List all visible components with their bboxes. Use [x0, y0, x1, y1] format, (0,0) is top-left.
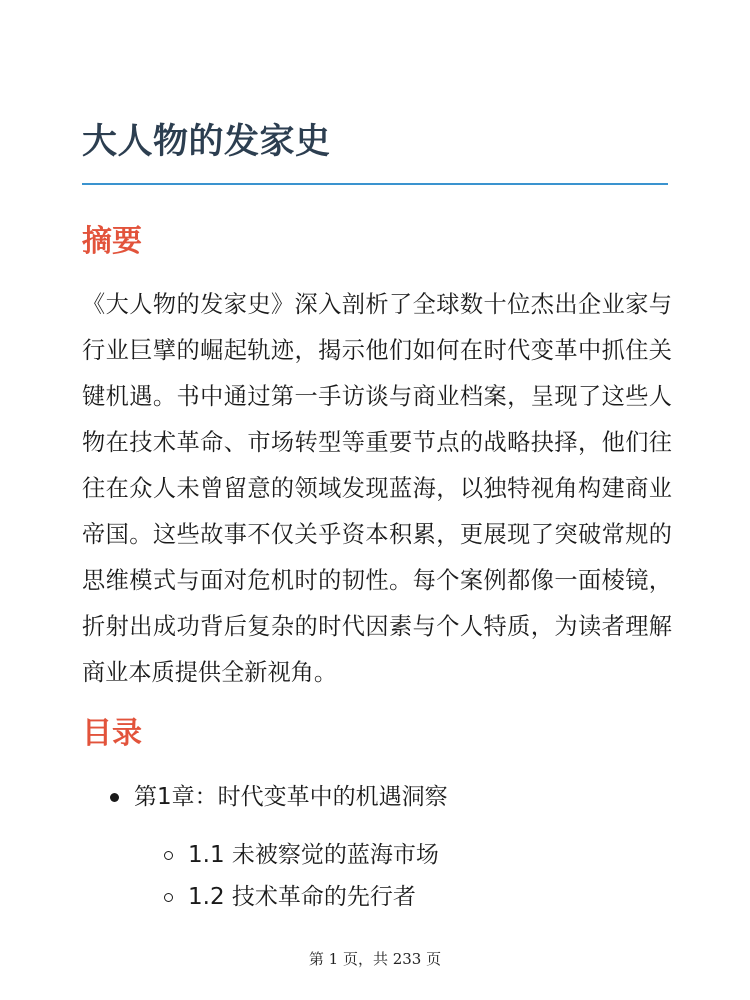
bullet-disc-icon [110, 793, 119, 802]
page-number-footer: 第 1 页，共 233 页 [308, 950, 442, 968]
toc-item-section-1-2 [188, 880, 416, 914]
toc-heading: 目录 [82, 716, 142, 751]
summary-heading: 摘要 [82, 224, 142, 259]
toc-item-label: 1.2 技术革命的先行者 [188, 884, 416, 910]
bullet-circle-icon [164, 893, 173, 902]
toc-item-chapter-1 [134, 780, 448, 814]
toc-item-section-1-1 [188, 838, 439, 872]
toc-item-label: 第1章：时代变革中的机遇洞察 [134, 784, 448, 810]
document-title: 大人物的发家史 [82, 122, 331, 162]
toc-item-label: 1.1 未被察觉的蓝海市场 [188, 842, 439, 868]
summary-paragraph: 《大人物的发家史》深入剖析了全球数十位杰出企业家与行业巨擘的崛起轨迹，揭示他们如何在时代变革中抓住关键机遇。书中通过第一手访谈与商业档案，呈现了这些人物在技术革命、市场转型等重要节点的战略抉择，他们往往在众人未曾留意的领域发现蓝海，以独特视角构建商业帝国。这些故事不仅关乎资本积累，更展现了突破常规的思维模式与面对危机时的韧性。每个案例都像一面棱镜，折射出成功背后复杂的时代因素与个人特质，为读者理解商业本质提供全新视角。 [82, 291, 672, 686]
bullet-circle-icon [164, 851, 173, 860]
title-divider [82, 183, 668, 185]
